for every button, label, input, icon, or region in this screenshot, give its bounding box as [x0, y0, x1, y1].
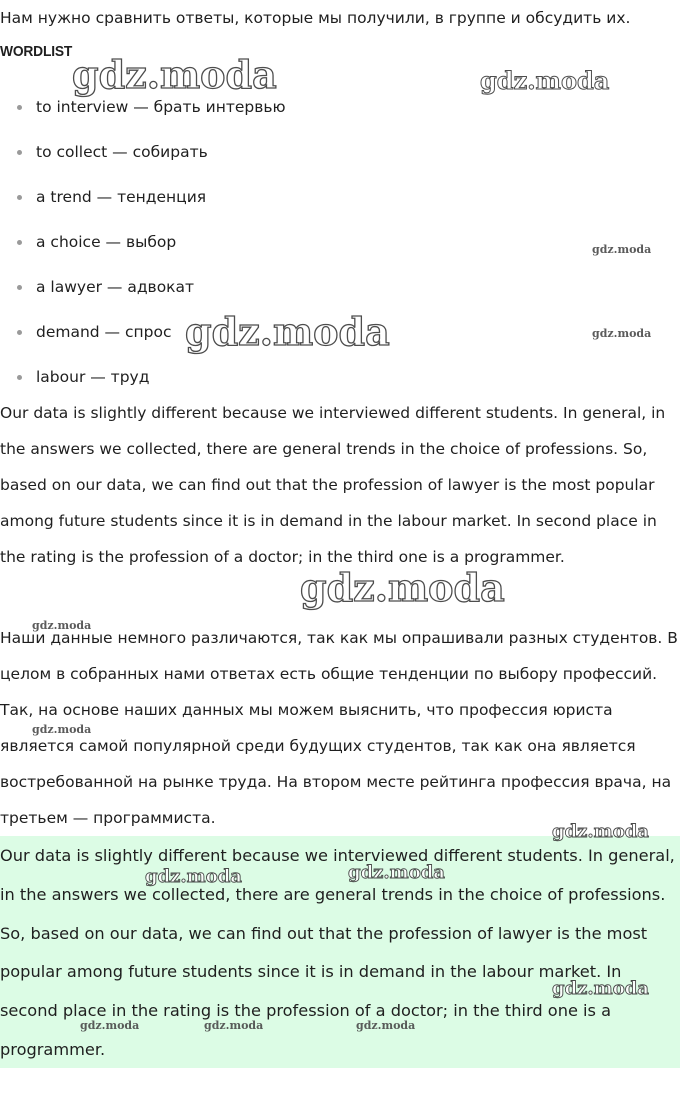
watermark-logo: gdz.moda [80, 1019, 140, 1032]
watermark-logo: gdz.moda [592, 327, 652, 340]
wordlist-item-text: labour — труд [36, 368, 150, 386]
watermark-logo: gdz.moda [480, 66, 610, 95]
watermark-logo: gdz.moda [552, 821, 649, 842]
watermark-logo: gdz.moda [32, 723, 92, 736]
wordlist-item-text: to collect — собирать [36, 143, 208, 161]
watermark-logo: gdz.moda [72, 52, 277, 97]
bullet-icon [17, 285, 22, 290]
bullet-icon [17, 240, 22, 245]
bullet-icon [17, 105, 22, 110]
intro-text: Нам нужно сравнить ответы, которые мы получили, в группе и обсудить их. [0, 9, 631, 27]
bullet-icon [17, 150, 22, 155]
watermark-logo: gdz.moda [204, 1019, 264, 1032]
watermark-logo: gdz.moda [356, 1019, 416, 1032]
paragraph-russian: Наши данные немного различаются, так как мы опрашивали разных студентов. В целом в собранных нами ответах есть общие тенденции по выбору профессий. Так, на основе наших данных мы можем выяснить, что профессия юриста является самой популярной среди будущих студентов, так как она является востребованной на рынке труда. На втором месте рейтинга профессия врача, на третьем — программиста. [0, 629, 678, 827]
wordlist-item [0, 220, 286, 265]
watermark-logo: gdz.moda [32, 619, 92, 632]
bullet-icon [17, 195, 22, 200]
wordlist-item [0, 265, 286, 310]
watermark-logo: gdz.moda [185, 309, 390, 354]
wordlist-item-text: demand — спрос [36, 323, 172, 341]
wordlist-item [0, 175, 286, 220]
watermark-logo: gdz.moda [145, 866, 242, 887]
paragraph-english-highlighted: Our data is slightly different because we interviewed different students. In general, in the answers we collected, there are general trends in the choice of professions. So, based on our data, we can find out that the profession of lawyer is the most popular among future students since it is in demand in the labour market. In second place in the rating is the profession of a doctor; in the third one is a programmer. [0, 846, 675, 1059]
watermark-logo: gdz.moda [552, 978, 649, 999]
watermark-logo: gdz.moda [348, 862, 445, 883]
bullet-icon [17, 330, 22, 335]
paragraph-english: Our data is slightly different because we interviewed different students. In general, in the answers we collected, there are general trends in the choice of professions. So, based on our data, we can find out that the profession of lawyer is the most popular among future students since it is in demand in the labour market. In second place in the rating is the profession of a doctor; in the third one is a programmer. [0, 404, 666, 566]
wordlist-item-text: a choice — выбор [36, 233, 177, 251]
wordlist-heading: WORDLIST [0, 43, 73, 60]
wordlist-item [0, 130, 286, 175]
wordlist-item-text: to interview — брать интервью [36, 98, 286, 116]
watermark-logo: gdz.moda [592, 243, 652, 256]
wordlist-item [0, 355, 286, 400]
wordlist-item-text: a trend — тенденция [36, 188, 207, 206]
wordlist-item-text: a lawyer — адвокат [36, 278, 195, 296]
bullet-icon [17, 375, 22, 380]
watermark-logo: gdz.moda [300, 565, 505, 610]
